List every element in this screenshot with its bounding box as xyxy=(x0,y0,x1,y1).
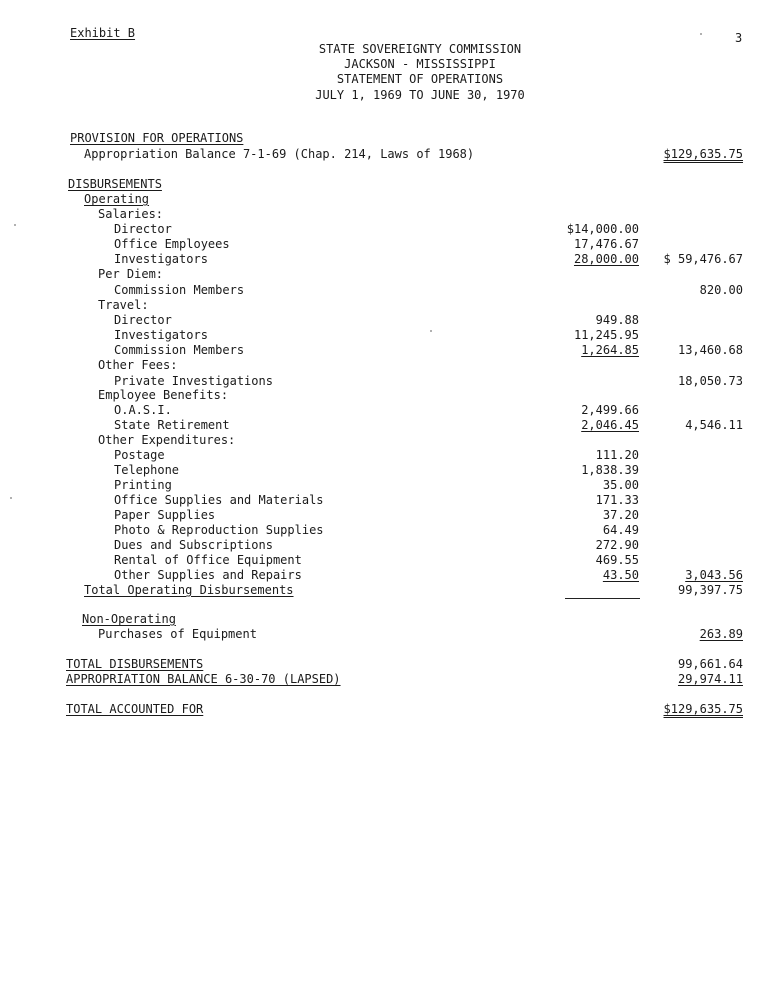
header-agency: STATE SOVEREIGNTY COMMISSION xyxy=(318,42,522,56)
table-row xyxy=(0,418,763,433)
line-amount: 949.88 xyxy=(595,313,639,327)
line-label: Director xyxy=(114,222,172,236)
table-row xyxy=(0,478,763,493)
scan-speck xyxy=(10,497,12,499)
line-amount: 272.90 xyxy=(595,538,639,552)
line-label: Commission Members xyxy=(114,343,245,357)
other-expenditures-label: Other Expenditures: xyxy=(98,433,236,447)
table-row xyxy=(0,583,763,598)
table-row xyxy=(0,568,763,583)
line-label: Office Employees xyxy=(114,237,230,251)
line-label: Paper Supplies xyxy=(114,508,216,522)
table-row xyxy=(0,237,763,252)
line-amount: 1,838.39 xyxy=(581,463,639,477)
provision-label: Appropriation Balance 7-1-69 (Chap. 214, Laws of 1968) xyxy=(84,147,475,161)
line-label: Purchases of Equipment xyxy=(98,627,257,641)
scan-speck xyxy=(700,33,702,35)
salaries-label: Salaries: xyxy=(98,207,164,221)
table-row xyxy=(0,313,763,328)
total-accounted-label: TOTAL ACCOUNTED FOR xyxy=(66,702,204,716)
line-amount: 17,476.67 xyxy=(573,237,639,251)
table-row xyxy=(0,388,763,403)
line-amount: 469.55 xyxy=(595,553,639,567)
appropriation-balance-label: APPROPRIATION BALANCE 6-30-70 (LAPSED) xyxy=(66,672,341,686)
scan-speck xyxy=(14,224,16,226)
appropriation-balance-amount: 29,974.11 xyxy=(677,672,743,686)
per-diem-label: Per Diem: xyxy=(98,267,164,281)
table-row xyxy=(0,374,763,389)
provision-heading-row xyxy=(0,131,763,146)
total-disbursements-amount: 99,661.64 xyxy=(677,657,743,671)
table-row xyxy=(0,553,763,568)
table-row xyxy=(0,493,763,508)
total-operating-label: Total Operating Disbursements xyxy=(84,583,294,597)
line-amount: 11,245.95 xyxy=(573,328,639,342)
table-row xyxy=(0,283,763,298)
table-row xyxy=(0,672,763,687)
disbursements-heading-row xyxy=(0,177,763,192)
operating-heading: Operating xyxy=(84,192,150,206)
employee-benefits-label: Employee Benefits: xyxy=(98,388,229,402)
line-amount: 43.50 xyxy=(602,568,639,582)
line-label: Printing xyxy=(114,478,172,492)
line-label: Dues and Subscriptions xyxy=(114,538,273,552)
line-amount: 28,000.00 xyxy=(573,252,639,266)
line-amount: 64.49 xyxy=(602,523,639,537)
other-fees-label: Other Fees: xyxy=(98,358,178,372)
provision-heading: PROVISION FOR OPERATIONS xyxy=(70,131,244,145)
header-statement: STATEMENT OF OPERATIONS xyxy=(336,72,504,86)
line-label: State Retirement xyxy=(114,418,230,432)
line-amount: 2,046.45 xyxy=(581,418,639,432)
line-amount: 111.20 xyxy=(595,448,639,462)
table-row xyxy=(0,147,763,162)
table-row xyxy=(0,627,763,642)
disbursements-heading: DISBURSEMENTS xyxy=(68,177,162,191)
line-label: Other Supplies and Repairs xyxy=(114,568,302,582)
line-amount: 2,499.66 xyxy=(581,403,639,417)
table-row xyxy=(0,267,763,282)
table-row xyxy=(0,207,763,222)
table-row xyxy=(0,657,763,672)
table-row xyxy=(0,343,763,358)
exhibit-label: Exhibit B xyxy=(70,26,136,40)
table-row xyxy=(0,463,763,478)
table-row xyxy=(0,508,763,523)
table-row xyxy=(0,328,763,343)
column-rule xyxy=(565,598,640,599)
line-label: Telephone xyxy=(114,463,180,477)
line-label: Director xyxy=(114,313,172,327)
subtotal-amount: 4,546.11 xyxy=(685,418,743,432)
table-row xyxy=(0,433,763,448)
travel-label: Travel: xyxy=(98,298,149,312)
line-amount: 37.20 xyxy=(602,508,639,522)
table-row xyxy=(0,702,763,717)
subtotal-amount: 18,050.73 xyxy=(677,374,743,388)
total-accounted-amount: $129,635.75 xyxy=(663,702,743,716)
subtotal-amount: 263.89 xyxy=(699,627,743,641)
table-row xyxy=(0,523,763,538)
header-location: JACKSON - MISSISSIPPI xyxy=(344,57,496,71)
total-operating-amount: 99,397.75 xyxy=(677,583,743,597)
line-amount: $14,000.00 xyxy=(566,222,639,236)
provision-total: $129,635.75 xyxy=(663,147,743,161)
operating-heading-row xyxy=(0,192,763,207)
table-row xyxy=(0,298,763,313)
subtotal-amount: 3,043.56 xyxy=(685,568,743,582)
total-disbursements-label: TOTAL DISBURSEMENTS xyxy=(66,657,204,671)
header-period: JULY 1, 1969 TO JUNE 30, 1970 xyxy=(315,88,525,102)
line-label: Photo & Reproduction Supplies xyxy=(114,523,324,537)
line-label: Private Investigations xyxy=(114,374,273,388)
line-label: Office Supplies and Materials xyxy=(114,493,324,507)
line-amount: 1,264.85 xyxy=(581,343,639,357)
line-amount: 35.00 xyxy=(602,478,639,492)
line-label: Investigators xyxy=(114,328,208,342)
table-row xyxy=(0,538,763,553)
subtotal-amount: $ 59,476.67 xyxy=(663,252,743,266)
line-label: Investigators xyxy=(114,252,208,266)
line-label: Postage xyxy=(114,448,165,462)
line-amount: 171.33 xyxy=(595,493,639,507)
non-operating-heading: Non-Operating xyxy=(82,612,176,626)
table-row xyxy=(0,252,763,267)
table-row xyxy=(0,448,763,463)
page-number: 3 xyxy=(735,31,743,45)
line-label: Commission Members xyxy=(114,283,245,297)
line-label: O.A.S.I. xyxy=(114,403,172,417)
subtotal-amount: 13,460.68 xyxy=(677,343,743,357)
non-operating-heading-row xyxy=(0,612,763,627)
table-row xyxy=(0,358,763,373)
table-row xyxy=(0,403,763,418)
line-label: Rental of Office Equipment xyxy=(114,553,302,567)
table-row xyxy=(0,222,763,237)
subtotal-amount: 820.00 xyxy=(699,283,743,297)
scan-speck xyxy=(430,330,432,332)
